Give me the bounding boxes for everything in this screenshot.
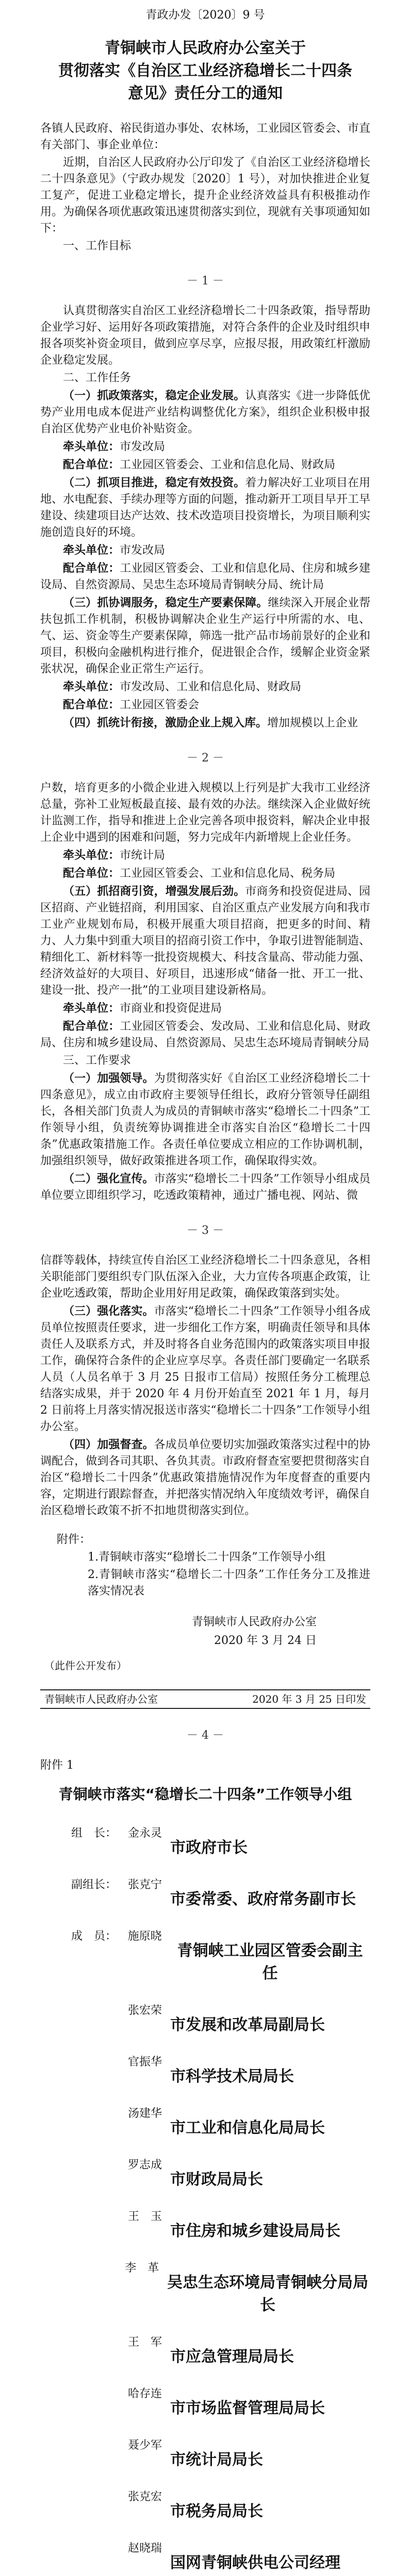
member-title: 市住房和城乡建设局局长 bbox=[170, 2222, 340, 2240]
signature-date: 2020 年 3 月 24 日 bbox=[214, 1634, 317, 1647]
member-title: 吴忠生态环境局青铜峡分局局长 bbox=[167, 2274, 368, 2314]
task-5-heading: （五）抓招商引资，增强发展后劲。 bbox=[63, 885, 246, 898]
member-title: 市科学技术局局长 bbox=[170, 2067, 294, 2086]
member-role bbox=[71, 2538, 128, 2576]
task-1-lead: 牵头单位：市发改局 bbox=[63, 440, 166, 453]
member-name: 聂少军 bbox=[128, 2439, 162, 2452]
member-name: 王 军 bbox=[128, 2336, 162, 2349]
member-role bbox=[71, 2001, 128, 2052]
member-name: 张宏荣 bbox=[128, 2004, 162, 2017]
section-heading-tasks: 二、工作任务 bbox=[63, 371, 132, 384]
signature-org: 青铜峡市人民政府办公室 bbox=[191, 1616, 317, 1629]
member-name: 官振华 bbox=[128, 2056, 162, 2069]
title-line: 意见》责任分工的通知 bbox=[128, 84, 283, 103]
member-row bbox=[71, 1823, 370, 1875]
member-role bbox=[71, 2384, 128, 2435]
member-role: 成 员： bbox=[71, 1930, 117, 1943]
group-title: 青铜峡市落实“稳增长二十四条”工作领导小组 bbox=[58, 1786, 352, 1803]
task-4-lead: 牵头单位：市统计局 bbox=[63, 849, 166, 862]
member-name: 罗志成 bbox=[128, 2159, 162, 2172]
member-row bbox=[71, 2155, 370, 2207]
task-3 bbox=[40, 595, 370, 677]
task-3-lead: 牵头单位：市发改局、工业和信息化局、财政局 bbox=[63, 680, 302, 693]
member-role bbox=[71, 2052, 128, 2104]
member-row bbox=[71, 1875, 370, 1926]
member-title: 市发展和改革局副局长 bbox=[170, 2016, 325, 2034]
member-row bbox=[71, 2258, 370, 2332]
title-line: 贯彻落实《自治区工业经济稳增长二十四条 bbox=[58, 62, 352, 80]
signature-block bbox=[40, 1613, 370, 1650]
task-4 bbox=[40, 715, 370, 732]
task-4-coop: 配合单位：工业园区管委会、工业和信息化局、税务局 bbox=[63, 867, 336, 880]
issuer: 青铜峡市人民政府办公室 bbox=[44, 1693, 158, 1705]
task-5-lead: 牵头单位：市商业和投资促进局 bbox=[63, 1002, 222, 1015]
member-title: 市工业和信息化局局长 bbox=[170, 2119, 325, 2137]
member-role bbox=[71, 2207, 128, 2258]
member-name: 张克宏 bbox=[128, 2490, 162, 2503]
addressee: 各镇人民政府、裕民街道办事处、农林场，工业园区管委会、市直有关部门、事企业单位： bbox=[40, 122, 370, 151]
task-2 bbox=[40, 474, 370, 541]
task-5-body: 市商务和投资促进局、园区招商、产业链招商，利用国家、自治区重点产业发展方向和我市工业产业规划布局，积极开展重大项目招商，把更多的时间、精力、人力集中到重大项目的招商引资工作中，争取引进智能制造、精细化工、新材料等一批投资规模大、科技含量高、带动能力强、经济效益好的大项目、好项目，迅速形成“储备一批、开工一批、建设一批、投产一批”的工业项目建设新格局。 bbox=[40, 885, 370, 997]
member-row bbox=[71, 1926, 370, 2001]
attachment-label: 附件： bbox=[57, 1533, 91, 1546]
task-2-body: 着力解决好工业项目在用地、水电配套、手续办理等方面的问题，推动新开工项目早开工早建设、续建项目达产达效、技术改造项目投资增长，为项目顺利实施创造良好的环境。 bbox=[40, 477, 370, 539]
task-1-heading: （一）抓政策落实，稳定企业发展。 bbox=[63, 389, 246, 402]
member-row bbox=[71, 2001, 370, 2052]
requirement-2: （二）强化宣传。市落实“稳增长二十四条”工作领导小组成员单位要立即组织学习，吃透政策精神，通过广播电视、网站、微 bbox=[40, 1172, 370, 1202]
requirement-4-heading: （四）加强督查。 bbox=[63, 1438, 154, 1451]
member-row bbox=[71, 2435, 370, 2487]
title-line: 青铜峡市人民政府办公室关于 bbox=[105, 39, 306, 57]
member-role bbox=[71, 2258, 125, 2332]
member-title: 市税务局局长 bbox=[170, 2502, 263, 2520]
member-name: 王 玉 bbox=[128, 2210, 162, 2223]
section-heading-goals: 一、工作目标 bbox=[63, 240, 132, 252]
member-name: 施原晓 bbox=[127, 1930, 162, 1943]
intro-paragraph: 近期，自治区人民政府办公厅印发了《自治区工业经济稳增长二十四条意见》（宁政办规发〔2020〕1 号），对加快推进企业复工复产，促进工业稳定增长，提升企业经济效益具有积极推动作用。为确保各项优惠政策迅速贯彻落实到位，现就有关事项通知如下： bbox=[40, 156, 370, 235]
document-page bbox=[40, 0, 370, 2576]
member-row bbox=[71, 2052, 370, 2104]
member-name: 汤建华 bbox=[128, 2107, 162, 2120]
member-row bbox=[71, 2104, 370, 2155]
page-number: － 4 － bbox=[187, 1729, 224, 1742]
issue-date: 2020 年 3 月 25 日印发 bbox=[252, 1693, 366, 1705]
requirement-1-heading: （一）加强领导。 bbox=[63, 1072, 154, 1085]
member-row bbox=[71, 2384, 370, 2435]
member-row bbox=[71, 2332, 370, 2384]
task-2-heading: （二）抓项目推进，稳定有效投资。 bbox=[63, 476, 246, 489]
member-role: 副组长： bbox=[71, 1878, 117, 1891]
member-title: 市财政局局长 bbox=[170, 2171, 263, 2189]
member-title: 青铜峡工业园区管委会副主任 bbox=[177, 1942, 363, 1982]
task-3-heading: （三）抓协调服务，稳定生产要素保障。 bbox=[63, 596, 268, 609]
member-role bbox=[71, 2332, 128, 2384]
member-role bbox=[71, 2435, 128, 2487]
member-row bbox=[71, 2487, 370, 2538]
member-role: 组 长： bbox=[71, 1827, 117, 1840]
member-title: 市市场监督管理局局长 bbox=[170, 2399, 325, 2417]
member-name: 哈存连 bbox=[128, 2387, 162, 2400]
requirement-1: （一）加强领导。为贯彻落实好《自治区工业经济稳增长二十四条意见》，成立由市政府主要领导任组长，政府分管领导任副组长，各相关部门负责人为成员的青铜峡市落实“稳增长二十四条”工作领导小组，负责统筹协调推进全市落实自治区“稳增长二十四条”优惠政策措施工作。各责任单位要成立相应的工作协调机制，加强组织领导，做好政策推进各项工作，确保取得实效。 bbox=[40, 1072, 370, 1167]
task-1 bbox=[40, 387, 370, 437]
requirement-4: （四）加强督查。各成员单位要切实加强政策落实过程中的协调配合，做到各司其职、各负其责。市政府督查室要把贯彻落实自治区“稳增长二十四条”优惠政策措施情况作为年度督查的重要内容，定期进行跟踪督查，并把落实情况纳入年度绩效考评，确保自治区稳增长政策不折不扣地贯彻落实到位。 bbox=[40, 1438, 370, 1517]
issuance-bar bbox=[40, 1689, 370, 1709]
requirement-3: （三）强化落实。市落实“稳增长二十四条”工作领导小组各成员单位按照责任要求，进一步细化工作方案，明确责任领导和具体责任人及联系方式，并及时将各自业务范围内的政策落实项目申报工作，确保符合条件的企业应享尽享。各责任部门要确定一名联系人员（人员名单于 3 月 25 日报市工信局）按照任务分工梳理总结落实成果，并于 2020 年 4 月份开始直至 2021 年 1 月，每月 2 日前将上月落实情况报送市落实“稳增长二十四条”工作领导小组办公室。 bbox=[40, 1304, 370, 1433]
member-row bbox=[71, 2207, 370, 2258]
member-title: 市政府市长 bbox=[170, 1839, 248, 1857]
member-name: 金永灵 bbox=[128, 1827, 162, 1840]
member-row bbox=[71, 2538, 370, 2576]
member-title: 国网青铜峡供电公司经理 bbox=[170, 2554, 340, 2572]
member-title: 市应急管理局局长 bbox=[170, 2348, 294, 2366]
publication-note: （此件公开发布） bbox=[44, 1659, 127, 1672]
appendix-label: 附件 1 bbox=[40, 1759, 74, 1772]
page-number: － 2 － bbox=[187, 752, 224, 765]
task-1-body: 认真落实《进一步降低优势产业用电成本促进产业结构调整优化方案》，组织企业积极申报自治区优势产业电价补贴资金。 bbox=[40, 389, 370, 435]
requirement-3-heading: （三）强化落实。 bbox=[63, 1304, 154, 1318]
document-number: 青政办发〔2020〕9 号 bbox=[145, 9, 265, 22]
member-name: 赵晓瑞 bbox=[128, 2542, 162, 2555]
goal-paragraph: 认真贯彻落实自治区工业经济稳增长二十四条政策，指导帮助企业学习好、运用好各项政策措施，对符合条件的企业及时组织申报各项奖补资金项目，做到应享尽享，应报尽报，用政策红杆激励企业稳定发展。 bbox=[40, 304, 370, 367]
member-role bbox=[71, 2155, 128, 2207]
member-list bbox=[71, 1823, 370, 2576]
task-4-body-continued: 户数，培育更多的小微企业进入规模以上行列是扩大我市工业经济总量，弥补工业短板最直接、最有效的办法。继续深入企业做好统计监测工作，指导和推进上企业完善各项申报资料，解决企业申报上企业中遇到的困难和问题，努力完成年内新增规上企业任务。 bbox=[40, 782, 370, 844]
task-2-lead: 牵头单位：市发改局 bbox=[63, 544, 166, 557]
task-4-heading: （四）抓统计衔接，激励企业上规入库。 bbox=[63, 716, 268, 730]
page-number: － 1 － bbox=[187, 275, 224, 287]
member-title: 市统计局局长 bbox=[170, 2451, 263, 2469]
member-role bbox=[71, 2487, 128, 2538]
task-3-body: 继续深入开展企业帮扶包抓工作机制，积极协调解决企业生产运行中所需的水、电、气、运、资金等生产要素保障，筛选一批产品市场前景好的企业和项目，积极向金融机构进行推介，促进银企合作，缓解企业资金紧张状况，确保企业正常生产运行。 bbox=[40, 597, 370, 675]
requirement-2-continued: 信群等载体，持续宣传自治区工业经济稳增长二十四条意见，各相关职能部门要组织专门队伍深入企业，大力宣传各项惠企政策，让企业吃透政策，帮助企业用好用足政策，确保政策落到实处。 bbox=[40, 1254, 370, 1300]
task-3-coop: 配合单位：工业园区管委会 bbox=[63, 698, 200, 711]
member-title: 市委常委、政府常务副市长 bbox=[170, 1890, 356, 1908]
document-title bbox=[40, 37, 370, 105]
task-4-body: 增加规模以上企业 bbox=[267, 717, 358, 730]
attachment-item: 1.青铜峡市落实“稳增长二十四条”工作领导小组 bbox=[88, 1551, 326, 1564]
member-name: 李 革 bbox=[125, 2262, 159, 2275]
attachment-list bbox=[40, 1532, 370, 1600]
requirement-2-heading: （二）强化宣传。 bbox=[63, 1172, 154, 1185]
task-2-coop: 配合单位：工业园区管委会、工业和信息化局、住房和城乡建设局、自然资源局、吴忠生态环境局青铜峡分局、统计局 bbox=[40, 562, 370, 591]
task-5 bbox=[40, 883, 370, 999]
page-number: － 3 － bbox=[187, 1224, 224, 1237]
task-5-coop: 配合单位：工业园区管委会、发改局、工业和信息化局、财政局、住房和城乡建设局、自然资源局、吴忠生态环境局青铜峡分局 bbox=[40, 1020, 370, 1049]
member-name: 张克宁 bbox=[128, 1878, 162, 1891]
attachment-item: 2.青铜峡市落实“稳增长二十四条”工作任务分工及推进落实情况表 bbox=[88, 1568, 370, 1598]
section-heading-requirements: 三、工作要求 bbox=[63, 1054, 132, 1067]
member-role bbox=[71, 2104, 128, 2155]
task-1-coop: 配合单位：工业园区管委会、工业和信息化局、财政局 bbox=[63, 458, 336, 471]
